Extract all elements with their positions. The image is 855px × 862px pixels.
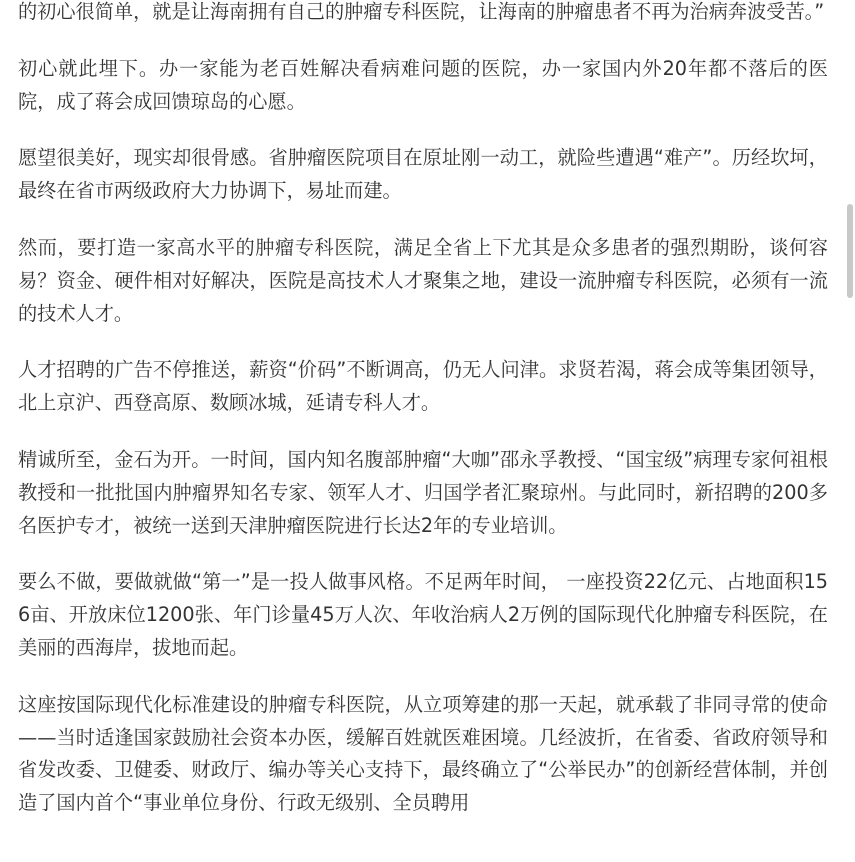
article-paragraph: 初心就此埋下。办一家能为老百姓解决看病难问题的医院，办一家国内外20年都不落后的医院，成了蒋会成回馈琼岛的心愿。: [18, 56, 828, 113]
article-paragraph: 人才招聘的广告不停推送，薪资“价码”不断调高，仍无人问津。求贤若渴，蒋会成等集团领导，北上京沪、西登高原、数顾冰城，延请专科人才。: [18, 358, 828, 415]
article-paragraph: 然而，要打造一家高水平的肿瘤专科医院，满足全省上下尤其是众多患者的强烈期盼，谈何容易？资金、硬件相对好解决，医院是高技术人才聚集之地，建设一流肿瘤专科医院，必须有一流的技术人才。: [18, 235, 828, 325]
article-paragraph: 精诚所至，金石为开。一时间，国内知名腹部肿瘤“大咖”邵永孚教授、“国宝级”病理专家何祖根教授和一批批国内肿瘤界知名专家、领军人才、归国学者汇聚琼州。与此同时，新招聘的200多名医护专才，被统一送到天津肿瘤医院进行长达2年的专业培训。: [18, 447, 828, 537]
article-paragraph: 要么不做，要做就做“第一”是一投人做事风格。不足两年时间， 一座投资22亿元、占地面积156亩、开放床位1200张、年门诊量45万人次、年收治病人2万例的国际现代化肿瘤专科医院，在美丽的西海岸，拔地而起。: [18, 570, 828, 659]
scrollbar[interactable]: [845, 0, 855, 862]
article-paragraph: 愿望很美好，现实却很骨感。省肿瘤医院项目在原址刚一动工，就险些遭遇“难产”。历经坎坷，最终在省市两级政府大力协调下，易址而建。: [18, 146, 828, 203]
article-paragraph: 的初心很简单，就是让海南拥有自己的肿瘤专科医院，让海南的肿瘤患者不再为治病奔波受苦。”: [18, 0, 825, 23]
scrollbar-thumb[interactable]: [847, 204, 853, 298]
article-body: [18, 0, 828, 820]
article-paragraph: 这座按国际现代化标准建设的肿瘤专科医院，从立项筹建的那一天起，就承载了非同寻常的使命——当时适逢国家鼓励社会资本办医，缓解百姓就医难困境。几经波折，在省委、省政府领导和省发改委、卫健委、财政厅、编办等关心支持下，最终确立了“公举民办”的创新经营体制，并创造了国内首个“事业单位身份、行政无级别、全员聘用: [18, 692, 828, 815]
